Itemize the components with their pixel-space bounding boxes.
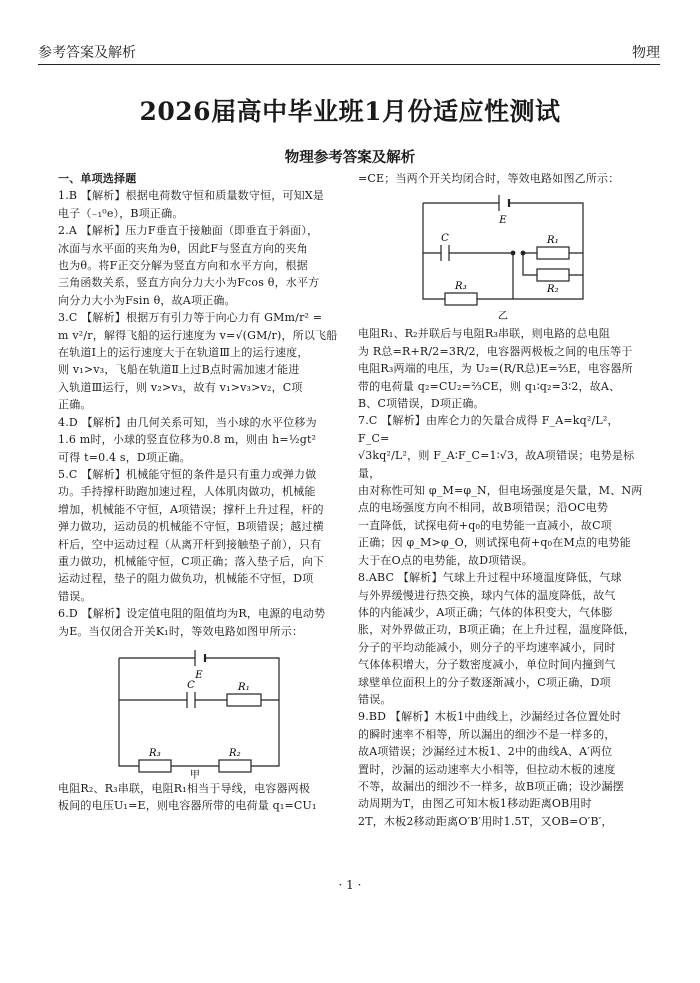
header-left-text: 参考答案及解析 <box>38 45 136 61</box>
right-column <box>358 170 648 830</box>
page-header <box>38 36 660 65</box>
text-line: 3.C 【解析】根据万有引力等于向心力有 GMm/r² = <box>58 311 323 325</box>
page-number: · 1 · <box>338 878 362 892</box>
text-line: 运动过程，垫子的阻力做负功，机械能不守恒，D项 <box>58 572 314 586</box>
circuit-diagram-yi <box>403 193 603 325</box>
text-line: 三角函数关系，竖直方向分力大小为Fcos θ，水平方 <box>58 276 320 290</box>
text-line: 冰面与水平面的夹角为θ，因此F与竖直方向的夹角 <box>58 241 308 255</box>
text-line: 也为θ。将F正交分解为竖直方向和水平方向，根据 <box>58 259 308 273</box>
text-line: 气体体积增大，分子数密度减小，单位时间内撞到气 <box>358 658 616 672</box>
text-line: 功。手持撑杆助跑加速过程，人体肌肉做功，机械能 <box>58 485 316 499</box>
text-line: 则 v₁>v₃，飞船在轨道Ⅱ上过B点时需加速才能进 <box>58 363 300 377</box>
text-line: 电阻R₂、R₃串联，电阻R₁相当于导线，电容器两极 <box>58 781 311 795</box>
text-line: 在轨道Ⅰ上的运行速度大于在轨道Ⅲ上的运行速度， <box>58 346 309 360</box>
text-line: 5.C 【解析】机械能守恒的条件是只有重力或弹力做 <box>58 467 317 481</box>
text-line: m v²/r，解得飞船的运行速度为 v=√(GM/r)，所以飞船 <box>58 328 338 342</box>
text-line: 的瞬时速率不相等，所以漏出的细沙不是一样多的， <box>358 727 616 741</box>
text-line: 点的电场强度方向不相同，故B项错误；沿OC电势 <box>358 501 609 515</box>
text-line: 故A项错误；沙漏经过木板1、2中的曲线A、A′两位 <box>358 745 613 759</box>
exam-title: 2026届高中毕业班1月份适应性测试 <box>139 97 561 126</box>
text-line: 4.D 【解析】由几何关系可知，当小球的水平位移为 <box>58 415 317 429</box>
circuit-diagram-jia <box>99 646 299 780</box>
text-line: 重力做功，机械能守恒，C项正确；落入垫子后，向下 <box>58 554 325 568</box>
label-R3: R₃ <box>455 281 467 293</box>
label-R2: R₂ <box>229 747 241 759</box>
right-text-block-1 <box>358 170 648 187</box>
text-line: 带的电荷量 q₂=CU₂=⅔CE，则 q₁∶q₂=3∶2，故A、 <box>358 379 621 393</box>
text-line: 一直降低，试探电荷+q₀的电势能一直减小，故C项 <box>358 518 612 532</box>
text-line: 体的内能减少，A项正确；气体的体积变大，气体膨 <box>358 605 613 619</box>
text-line: B、C项错误，D项正确。 <box>358 397 485 411</box>
text-line: 分子的平均动能减小，则分子的平均速率减小，同时 <box>358 640 616 654</box>
text-line: 正确。 <box>58 398 92 412</box>
text-line: 与外界缓慢进行热交换，球内气体的温度降低，故气 <box>358 588 616 602</box>
text-line: 电子（₋₁⁰e），B项正确。 <box>58 206 184 220</box>
text-line: =CE；当两个开关均闭合时，等效电路如图乙所示： <box>358 172 620 185</box>
text-line: 动周期为T，由图乙可知木板1移动距离OB用时 <box>358 797 592 811</box>
label-C: C <box>187 679 195 691</box>
text-line: 为E。当仅闭合开关K₁时，等效电路如图甲所示： <box>58 624 304 638</box>
section-heading: 一、单项选择题 <box>58 172 137 185</box>
text-line: 不等，故漏出的细沙不一样多，故B项正确；设沙漏摆 <box>358 779 624 793</box>
text-line: 6.D 【解析】设定值电阻的阻值均为R，电源的电动势 <box>58 607 326 621</box>
text-line: 置时，沙漏的运动速率大小相等，但拉动木板的速度 <box>358 762 616 776</box>
text-line: 2T，木板2移动距离O′B′用时1.5T，又OB=O′B′， <box>358 814 613 828</box>
text-line: 正确；因 φ_M>φ_O，则试探电荷+q₀在M点的电势能 <box>358 536 631 550</box>
caption-yi: 乙 <box>497 311 509 323</box>
label-R3: R₃ <box>149 747 161 759</box>
left-text-block <box>58 187 340 640</box>
text-line: 板间的电压U₁=E，则电容器所带的电荷量 q₁=CU₁ <box>58 799 317 813</box>
text-line: 杆后，空中运动过程（从离开杆到接触垫子前），只有 <box>58 537 322 551</box>
text-line: 9.BD 【解析】木板1中曲线上，沙漏经过各位置处时 <box>358 710 622 724</box>
text-line: 电阻R₁、R₂并联后与电阻R₃串联，则电路的总电阻 <box>358 327 611 341</box>
text-line: 1.6 m时，小球的竖直位移为0.8 m，则由 h=½gt² <box>58 433 317 447</box>
left-text-block-2 <box>58 780 340 815</box>
label-C: C <box>441 233 449 245</box>
text-line: 胀，对外界做正功，B项正确；在上升过程，温度降低， <box>358 623 636 637</box>
text-line: √3kq²/L²，则 F_A∶F_C=1∶√3，故A项错误；电势是标量， <box>358 449 635 480</box>
right-text-block-2 <box>358 325 648 830</box>
text-line: 为 R总=R+R/2=3R/2，电容器两极板之间的电压等于 <box>358 344 633 358</box>
text-line: 入轨道Ⅲ运行，则 v₂>v₃，故有 v₁>v₃>v₂，C项 <box>58 380 303 394</box>
label-R1: R₁ <box>547 235 559 247</box>
text-line: 8.ABC 【解析】气球上升过程中环境温度降低，气球 <box>358 571 622 585</box>
text-line: 错误。 <box>58 589 92 603</box>
text-line: 7.C 【解析】由库仑力的矢量合成得 F_A=kq²/L²，F_C= <box>358 414 619 445</box>
text-line: 1.B 【解析】根据电荷数守恒和质量数守恒，可知X是 <box>58 189 325 203</box>
text-line: 错误。 <box>358 692 392 706</box>
caption-jia: 甲 <box>189 769 201 780</box>
text-line: 增加，机械能不守恒，A项错误；撑杆上升过程，杆的 <box>58 502 324 516</box>
text-line: 弹力做功，运动员的机械能不守恒，B项错误；越过横 <box>58 520 324 534</box>
text-line: 可得 t=0.4 s，D项正确。 <box>58 450 191 464</box>
header-subject: 物理 <box>632 45 660 61</box>
left-column <box>58 170 340 815</box>
text-line: 球壁单位面积上的分子数逐渐减小，C项正确，D项 <box>358 675 611 689</box>
label-E: E <box>499 215 507 227</box>
answer-subtitle: 物理参考答案及解析 <box>284 150 416 166</box>
label-E: E <box>195 669 203 681</box>
text-line: 由对称性可知 φ_M=φ_N，但电场强度是矢量，M、N两 <box>358 484 643 498</box>
text-line: 向分力大小为Fsin θ，故A项正确。 <box>58 293 236 307</box>
text-line: 电阻R₃两端的电压，为 U₂=(R/R总)E=⅔E，电容器所 <box>358 362 633 376</box>
label-R1: R₁ <box>238 681 250 693</box>
text-line: 2.A 【解析】压力F垂直于接触面（即垂直于斜面）， <box>58 224 319 238</box>
label-R2: R₂ <box>547 284 559 296</box>
text-line: 大于在O点的电势能，故D项错误。 <box>358 553 534 567</box>
